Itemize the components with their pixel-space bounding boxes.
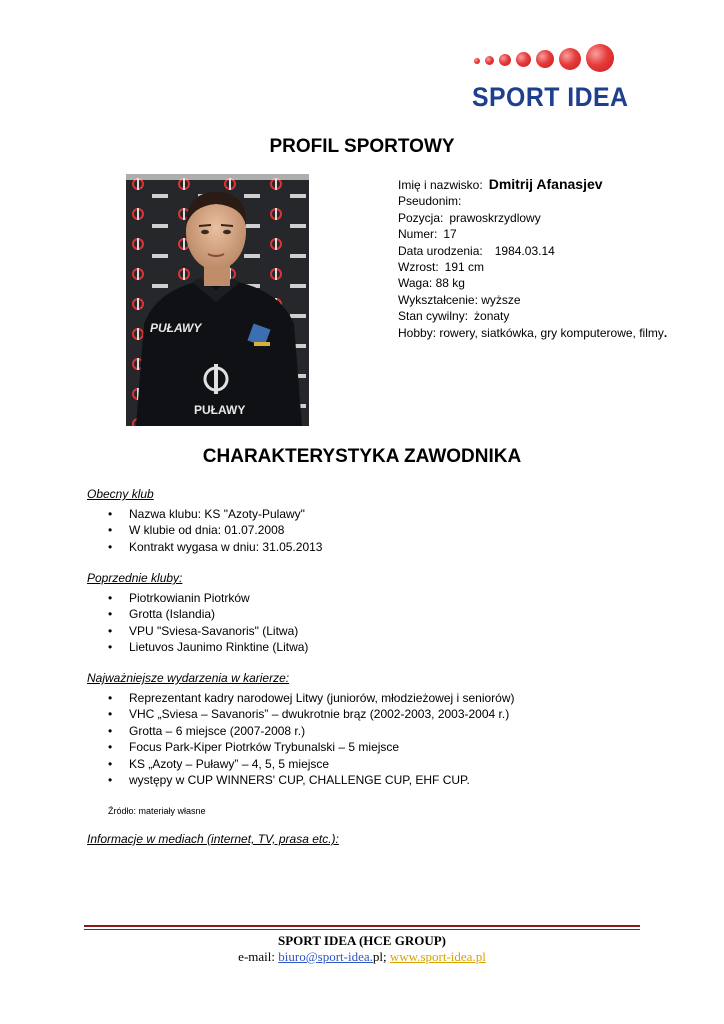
- hobby-label: Hobby:: [398, 325, 437, 340]
- logo-dot: [536, 50, 554, 68]
- list-item: • Piotrkowianin Piotrków: [108, 590, 250, 605]
- number-label: Numer:: [398, 227, 438, 242]
- list-item: • Grotta – 6 miejsce (2007-2008 r.): [108, 723, 306, 738]
- birth-value: 1984.03.14: [494, 243, 555, 258]
- logo-text: SPORT IDEA: [472, 82, 629, 112]
- footer-contact: [0, 949, 724, 965]
- profile-row-civil: [398, 308, 667, 324]
- bullet-icon: •: [108, 523, 113, 537]
- logo-dot: [559, 48, 581, 70]
- profile-row-birth: [398, 243, 667, 259]
- previous-clubs-heading: Poprzednie kluby:: [87, 571, 183, 585]
- bullet-icon: •: [108, 773, 113, 787]
- logo-dot: [474, 58, 480, 64]
- media-heading: Informacje w mediach (internet, TV, prasa etc.):: [87, 832, 339, 846]
- player-photo: [126, 174, 309, 426]
- bullet-icon: •: [108, 590, 113, 605]
- bullet-icon: •: [108, 707, 113, 721]
- profile-row-name: [398, 176, 667, 193]
- name-value: Dmitrij Afanasjev: [488, 176, 603, 192]
- bullet-icon: •: [108, 623, 113, 638]
- position-value: prawoskrzydlowy: [449, 210, 541, 225]
- website-link[interactable]: www.sport-idea.pl: [389, 949, 486, 964]
- profile-row-number: [398, 226, 667, 242]
- hobby-value: rowery, siatkówka, gry komputerowe, filmy: [439, 325, 664, 340]
- nickname-label: Pseudonim:: [398, 194, 462, 209]
- list-item: • Grotta (Islandia): [108, 607, 216, 621]
- name-label: Imię i nazwisko:: [398, 178, 483, 192]
- previous-clubs-list: [87, 590, 308, 656]
- profile-row-nickname: [398, 193, 667, 209]
- source-note: Źródło: materiały własne: [108, 806, 206, 816]
- height-label: Wzrost:: [398, 260, 439, 275]
- current-club-list: [87, 506, 322, 556]
- profile-row-position: [398, 210, 667, 226]
- profile-row-height: [398, 259, 667, 275]
- profile-row-weight: [398, 275, 667, 291]
- footer-divider: [84, 925, 640, 930]
- current-club-section: [87, 486, 322, 555]
- list-item: • VHC „Sviesa – Savanoris” – dwukrotnie brąz (2002-2003, 2003-2004 r.): [108, 707, 510, 721]
- bullet-icon: •: [108, 506, 113, 521]
- height-value: 191 cm: [444, 260, 485, 275]
- current-club-heading: Obecny klub: [87, 487, 154, 501]
- bullet-icon: •: [108, 640, 113, 654]
- page-title: PROFIL SPORTOWY: [269, 136, 455, 157]
- profile-row-education: [398, 292, 667, 308]
- hobby-end: .: [663, 325, 668, 340]
- bullet-icon: •: [108, 723, 113, 738]
- list-item: • Kontrakt wygasa w dniu: 31.05.2013: [108, 539, 323, 554]
- weight-label: Waga:: [398, 276, 433, 291]
- shirt-sponsor-text: PUŁAWY: [150, 321, 202, 335]
- list-item: • KS „Azoty – Puławy” – 4, 5, 5 miejsce: [108, 756, 330, 771]
- email-label: e-mail:: [238, 949, 275, 964]
- birth-label: Data urodzenia:: [398, 243, 483, 258]
- sport-idea-logo: [470, 42, 640, 114]
- position-label: Pozycja:: [398, 210, 444, 225]
- bullet-icon: •: [108, 756, 113, 771]
- footer-company: SPORT IDEA (HCE GROUP): [278, 933, 446, 948]
- email-suffix: pl;: [372, 949, 387, 964]
- civil-value: żonaty: [474, 309, 510, 324]
- profile-row-hobby: [398, 325, 667, 341]
- shirt-chest-text: PUŁAWY: [194, 403, 246, 417]
- list-item: • Reprezentant kadry narodowej Litwy (juniorów, młodzieżowej i seniorów): [108, 690, 515, 705]
- logo-dot: [485, 56, 494, 65]
- bullet-icon: •: [108, 539, 113, 554]
- logo-dot: [499, 54, 511, 66]
- career-events-list: [87, 690, 515, 789]
- section-title: CHARAKTERYSTYKA ZAWODNIKA: [202, 446, 522, 467]
- list-item: • Lietuvos Jaunimo Rinktine (Litwa): [108, 640, 309, 654]
- career-events-section: [87, 670, 515, 789]
- weight-value: 88 kg: [435, 276, 465, 291]
- education-value: wyższe: [481, 292, 521, 307]
- civil-label: Stan cywilny:: [398, 309, 469, 324]
- logo-dots: [470, 42, 640, 82]
- list-item: • Nazwa klubu: KS "Azoty-Pulawy": [108, 506, 305, 521]
- career-events-heading: Najważniejsze wydarzenia w karierze:: [87, 671, 290, 685]
- list-item: • Focus Park-Kiper Piotrków Trybunalski – 5 miejsce: [108, 740, 400, 754]
- list-item: • W klubie od dnia: 01.07.2008: [108, 523, 285, 537]
- email-link[interactable]: biuro@sport-idea.: [278, 949, 373, 964]
- bullet-icon: •: [108, 740, 113, 754]
- number-value: 17: [443, 227, 457, 242]
- list-item: • występy w CUP WINNERS' CUP, CHALLENGE CUP, EHF CUP.: [108, 773, 470, 787]
- bullet-icon: •: [108, 690, 113, 705]
- education-label: Wykształcenie:: [398, 292, 478, 307]
- previous-clubs-section: [87, 570, 308, 656]
- player-photo-illustration: [126, 174, 309, 426]
- bullet-icon: •: [108, 607, 113, 621]
- logo-dot: [516, 52, 531, 67]
- player-profile: [398, 176, 667, 341]
- logo-dot: [586, 44, 614, 72]
- list-item: • VPU "Sviesa-Savanoris" (Litwa): [108, 623, 299, 638]
